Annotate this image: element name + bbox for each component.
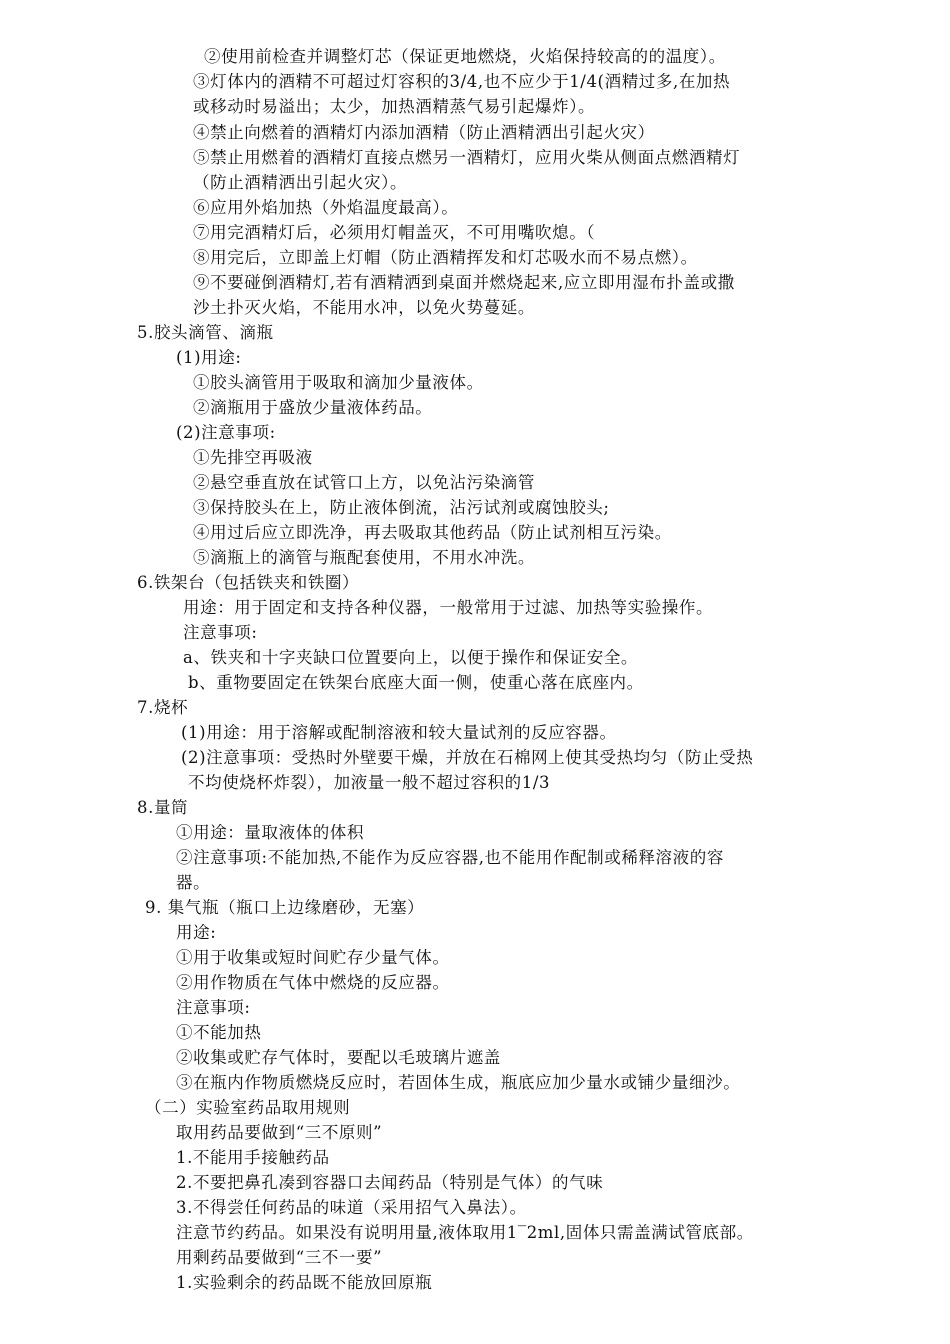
text-line: 1.实验剩余的药品既不能放回原瓶 <box>176 1273 433 1292</box>
subsection-heading: (1)用途: <box>176 348 242 367</box>
text-line: ⑤禁止用燃着的酒精灯直接点燃另一酒精灯，应用火柴从侧面点燃酒精灯 <box>193 148 741 167</box>
text-line: ①用途：量取液体的体积 <box>176 823 365 842</box>
text-line: ②使用前检查并调整灯芯（保证更地燃烧，火焰保持较高的的温度）。 <box>204 47 726 66</box>
text-line: 用途：用于固定和支持各种仪器，一般常用于过滤、加热等实验操作。 <box>183 598 714 617</box>
text-line: ②滴瓶用于盛放少量液体药品。 <box>193 398 433 417</box>
text-line: 注意节约药品。如果没有说明用量,液体取用1‾2ml,固体只需盖满试管底部。 <box>176 1223 754 1242</box>
text-line: 注意事项: <box>176 998 251 1017</box>
text-line: ③保持胶头在上，防止液体倒流，沾污试剂或腐蚀胶头; <box>193 498 610 517</box>
text-line: 器。 <box>176 873 211 892</box>
text-line: 注意事项: <box>183 623 258 642</box>
text-line: ①先排空再吸液 <box>193 448 313 467</box>
section-heading: （二）实验室药品取用规则 <box>145 1098 351 1117</box>
text-line: ②悬空垂直放在试管口上方，以免沾污染滴管 <box>193 473 535 492</box>
text-line: ⑦用完酒精灯后，必须用灯帽盖灭，不可用嘴吹熄。（ <box>193 223 596 242</box>
text-line: ②用作物质在气体中燃烧的反应器。 <box>176 973 450 992</box>
section-heading: 8.量筒 <box>137 798 189 817</box>
text-line: ③在瓶内作物质燃烧反应时，若固体生成，瓶底应加少量水或铺少量细沙。 <box>176 1073 741 1092</box>
section-heading: 9. 集气瓶（瓶口上边缘磨砂，无塞） <box>145 898 425 917</box>
text-line: ④用过后应立即洗净，再去吸取其他药品（防止试剂相互污染。 <box>193 523 672 542</box>
text-line: ③灯体内的酒精不可超过灯容积的3/4,也不应少于1/4(酒精过多,在加热 <box>193 72 731 91</box>
text-line: 用剩药品要做到“三不一要” <box>176 1248 383 1267</box>
text-line: ②注意事项:不能加热,不能作为反应容器,也不能用作配制或稀释溶液的容 <box>176 848 724 867</box>
section-heading: 6.铁架台（包括铁夹和铁圈） <box>137 573 360 592</box>
subsection-heading: (2)注意事项: <box>176 423 276 442</box>
text-line: (2)注意事项：受热时外壁要干燥，并放在石棉网上使其受热均匀（防止受热 <box>181 748 754 767</box>
text-line: （防止酒精洒出引起火灾）。 <box>193 173 408 192</box>
text-line: 取用药品要做到“三不原则” <box>176 1123 383 1142</box>
text-line: 3.不得尝任何药品的味道（采用招气入鼻法）。 <box>176 1198 527 1217</box>
text-line: ②收集或贮存气体时，要配以毛玻璃片遮盖 <box>176 1048 501 1067</box>
text-line: 用途: <box>176 923 217 942</box>
text-line: ⑥应用外焰加热（外焰温度最高）。 <box>193 198 459 217</box>
text-line: (1)用途：用于溶解或配制溶液和较大量试剂的反应容器。 <box>181 723 617 742</box>
section-heading: 5.胶头滴管、滴瓶 <box>137 323 274 342</box>
text-line: ①用于收集或短时间贮存少量气体。 <box>176 948 450 967</box>
text-line: ⑧用完后，立即盖上灯帽（防止酒精挥发和灯芯吸水而不易点燃）。 <box>193 248 698 267</box>
text-line: ④禁止向燃着的酒精灯内添加酒精（防止酒精洒出引起火灾） <box>193 123 655 142</box>
text-line: 1.不能用手接触药品 <box>176 1148 330 1167</box>
text-line: 2.不要把鼻孔凑到容器口去闻药品（特别是气体）的气味 <box>176 1173 604 1192</box>
text-line: ⑨不要碰倒酒精灯,若有酒精洒到桌面并燃烧起来,应立即用湿布扑盖或撒 <box>193 273 735 292</box>
text-line: ⑤滴瓶上的滴管与瓶配套使用，不用水冲洗。 <box>193 548 535 567</box>
text-line: 不均使烧杯炸裂），加液量一般不超过容积的1/3 <box>188 773 551 792</box>
text-line: 或移动时易溢出；太少，加热酒精蒸气易引起爆炸）。 <box>193 97 596 116</box>
text-line: 沙土扑灭火焰，不能用水冲，以免火势蔓延。 <box>193 298 535 317</box>
text-line: ①胶头滴管用于吸取和滴加少量液体。 <box>193 373 484 392</box>
text-line: ①不能加热 <box>176 1023 262 1042</box>
text-line: a、铁夹和十字夹缺口位置要向上，以便于操作和保证安全。 <box>183 648 639 667</box>
section-heading: 7.烧杯 <box>137 698 189 717</box>
text-line: b、重物要固定在铁架台底座大面一侧，使重心落在底座内。 <box>188 673 644 692</box>
